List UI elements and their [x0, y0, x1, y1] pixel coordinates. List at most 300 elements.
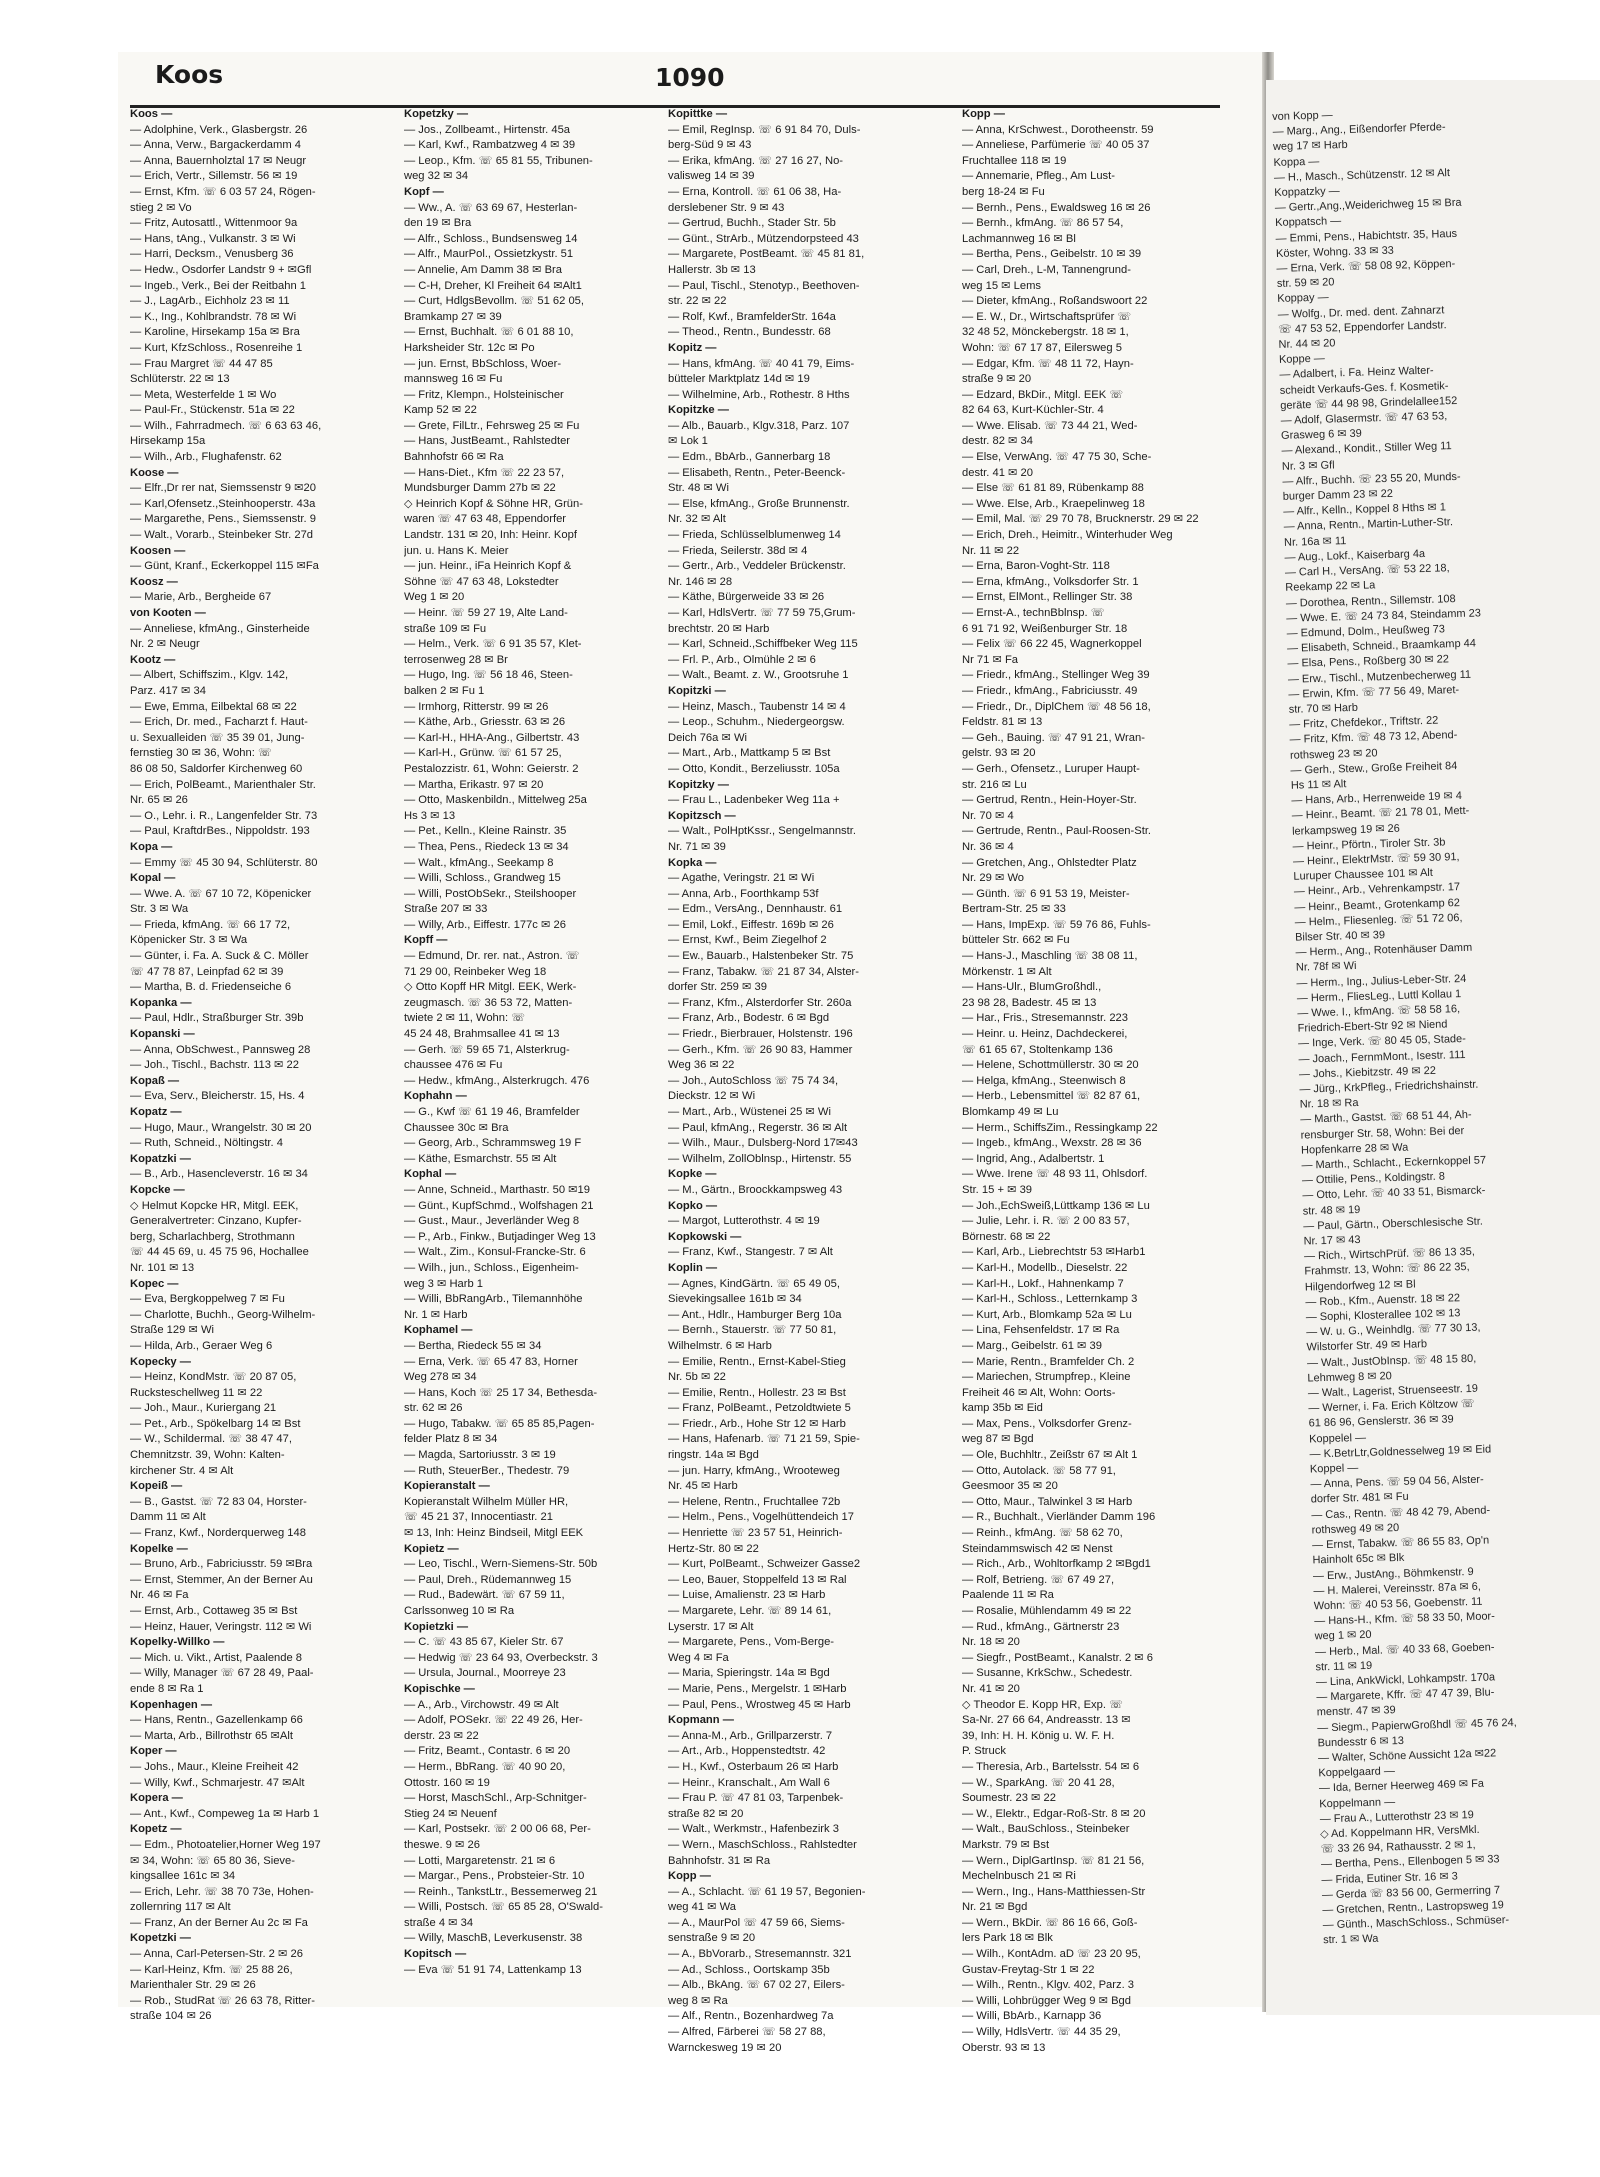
directory-entry: — Heinr., Beamt., Grotenkamp 62 — [1294, 896, 1461, 914]
directory-entry: — Pet., Arb., Spökelbarg 14 ✉ Bst — [130, 1417, 301, 1430]
directory-entry: straße 4 ✉ 34 — [404, 1916, 474, 1929]
directory-entry: — Franz, An der Berner Au 2c ✉ Fa — [130, 1916, 308, 1929]
surname-heading: Kopitsch — — [404, 1948, 467, 1961]
directory-entry: — Gertrud, Buchh., Stader Str. 5b — [668, 217, 836, 230]
directory-entry: Harksheider Str. 12c ✉ Po — [404, 341, 535, 354]
directory-entry: — Herm., FliesLeg., Luttl Kollau 1 — [1296, 987, 1462, 1005]
directory-entry: — Rolf, Kwf., BramfelderStr. 164a — [668, 310, 836, 323]
directory-entry: Grasweg 6 ✉ 39 — [1280, 427, 1363, 443]
directory-entry: ◇ Theodor E. Kopp HR, Exp. ☏ — [962, 1698, 1124, 1711]
directory-entry: theswe. 9 ✉ 26 — [404, 1838, 480, 1851]
directory-entry: Weg 36 ✉ 22 — [668, 1059, 735, 1072]
directory-entry: — Willy, MaschB, Leverkusenstr. 38 — [404, 1932, 583, 1945]
directory-entry: rothsweg 23 ✉ 20 — [1289, 746, 1378, 762]
directory-entry: weg 15 ✉ Lems — [962, 279, 1042, 292]
directory-entry: — Günt, Kranf., Eckerkoppel 115 ✉Fa — [130, 560, 319, 573]
directory-entry: — Fritz, Klempn., Holsteinischer — [404, 388, 564, 401]
entry-column-1 — [130, 107, 394, 2025]
directory-entry: — Erna, Kontroll. ☏ 61 06 38, Ha- — [668, 185, 842, 198]
surname-heading: Kopatz — — [130, 1106, 182, 1118]
directory-entry: weg 87 ✉ Bgd — [962, 1433, 1034, 1446]
directory-entry: menstr. 47 ✉ 39 — [1316, 1704, 1396, 1719]
directory-entry: — Elisabeth, Schneid., Braamkamp 44 — [1286, 637, 1477, 655]
directory-entry: — Anneliese, kfmAng., Ginsterheide — [130, 622, 310, 635]
directory-entry: Nr. 17 ✉ 43 — [1303, 1234, 1361, 1248]
directory-entry: ☏ 45 21 37, Innocentiastr. 21 — [404, 1511, 553, 1524]
directory-entry: — Edmund, Dolm., Heußweg 73 — [1286, 623, 1446, 640]
surname-heading: Koppel — — [1309, 1462, 1359, 1476]
directory-entry: — Johs., Kiebitzstr. 49 ✉ 22 — [1298, 1064, 1437, 1081]
directory-entry: — Anne, Schneid., Marthastr. 50 ✉19 — [404, 1183, 590, 1196]
surname-heading: Koplin — — [668, 1261, 718, 1274]
directory-entry: — Wern., Ing., Hans-Matthiessen-Str — [962, 1885, 1146, 1898]
directory-entry: destr. 82 ✉ 34 — [962, 435, 1033, 448]
directory-entry: — Walter, Schöne Aussicht 12a ✉22 — [1317, 1747, 1497, 1765]
directory-entry: — A., MaurPol ☏ 47 59 66, Siems- — [668, 1916, 845, 1929]
directory-entry: waren ☏ 47 63 48, Eppendorfer — [404, 513, 567, 526]
directory-entry: Nr. 78f ✉ Wi — [1295, 960, 1357, 975]
directory-entry: — Leop., Schuhm., Niedergeorgsw. — [668, 716, 845, 729]
directory-entry: — Bertha, Pens., Geibelstr. 10 ✉ 39 — [962, 248, 1142, 261]
page-number: 1090 — [655, 63, 725, 92]
directory-entry: — Kurt, PolBeamt., Schweizer Gasse2 — [668, 1558, 861, 1571]
directory-entry: — E. W., Dr., Wirtschaftsprüfer ☏ — [962, 310, 1132, 323]
directory-entry: Bertram-Str. 25 ✉ 33 — [962, 903, 1066, 916]
directory-entry: — Erich, PolBeamt., Marienthaler Str. — [130, 778, 316, 791]
surname-heading: Kopelky-Willko — — [130, 1636, 225, 1649]
directory-entry: — Bernh., kfmAng. ☏ 86 57 54, — [962, 217, 1124, 230]
directory-entry: — Julie, Lehr. i. R. ☏ 2 00 83 57, — [962, 1215, 1130, 1228]
directory-entry: scheidt Verkaufs-Ges. f. Kosmetik- — [1279, 379, 1449, 397]
surname-heading: Kopitzki — — [668, 684, 726, 697]
directory-entry: — Bernh., Pens., Ewaldsweg 16 ✉ 26 — [962, 201, 1151, 214]
directory-entry: — W., Schildermal. ☏ 38 47 47, — [130, 1433, 292, 1446]
directory-entry: ◇ Otto Kopff HR Mitgl. EEK, Werk- — [404, 981, 577, 994]
directory-entry: valisweg 14 ✉ 39 — [668, 170, 755, 183]
directory-entry: — Leo, Tischl., Wern-Siemens-Str. 50b — [404, 1558, 598, 1571]
directory-entry: — Albert, Schiffszim., Klgv. 142, — [130, 669, 289, 682]
surname-heading: Kopetzky — — [404, 108, 469, 120]
directory-entry: — Charlotte, Buchh., Georg-Wilhelm- — [130, 1308, 316, 1321]
directory-entry: weg 32 ✉ 34 — [404, 170, 469, 183]
directory-entry: — Geh., Bauing. ☏ 47 91 21, Wran- — [962, 731, 1145, 744]
directory-entry: — Gerh., Stew., Große Freiheit 84 — [1290, 759, 1458, 777]
directory-entry: berg-Süd 9 ✉ 43 — [668, 139, 752, 152]
directory-entry: — Fritz, Kfm. ☏ 48 73 12, Abend- — [1289, 729, 1458, 747]
directory-entry: Stieg 24 ✉ Neuenf — [404, 1807, 497, 1820]
directory-entry: Nr. 146 ✉ 28 — [668, 575, 733, 588]
directory-entry: jun. u. Hans K. Meier — [404, 544, 509, 557]
directory-entry: — Bernh., Stauerstr. ☏ 77 50 81, — [668, 1324, 837, 1337]
directory-entry: derstr. 23 ✉ 22 — [404, 1729, 479, 1742]
directory-entry: — Adolf, POSekr. ☏ 22 49 26, Her- — [404, 1714, 583, 1727]
directory-entry: — Joh.,EchSweiß,Lüttkamp 136 ✉ Lu — [962, 1199, 1150, 1212]
directory-entry: — Willi, BbArb., Karnapp 36 — [962, 2010, 1102, 2023]
directory-entry: — Edm., Photoatelier,Horner Weg 197 — [130, 1838, 321, 1851]
directory-entry: straße 82 ✉ 20 — [668, 1807, 744, 1820]
directory-entry: ◇ Ad. Koppelmann HR, VersMkl. — [1319, 1823, 1480, 1841]
directory-entry: — Lina, Fehsenfeldstr. 17 ✉ Ra — [962, 1324, 1120, 1337]
directory-entry: Parz. 417 ✉ 34 — [130, 684, 206, 697]
directory-entry: — Willy, Kwf., Schmarjestr. 47 ✉Alt — [130, 1776, 305, 1789]
surname-heading: Koppatzky — — [1274, 185, 1340, 199]
directory-entry: — K., Ing., Kohlbrandstr. 78 ✉ Wi — [130, 310, 297, 323]
directory-entry: — Wern., MaschSchloss., Rahlstedter — [668, 1838, 857, 1851]
directory-entry: Hilgendorfweg 12 ✉ Bl — [1304, 1278, 1416, 1294]
directory-entry: Freiheit 46 ✉ Alt, Wohn: Oorts- — [962, 1386, 1116, 1399]
directory-entry: — Lotti, Margaretenstr. 21 ✉ 6 — [404, 1854, 556, 1867]
directory-entry: — Heinr. u. Heinz, Dachdeckerei, — [962, 1028, 1128, 1041]
directory-entry: Paalende 11 ✉ Ra — [962, 1589, 1054, 1602]
directory-entry: — Ew., Bauarb., Halstenbeker Str. 75 — [668, 950, 854, 963]
directory-entry: — Joh., AutoSchloss ☏ 75 74 34, — [668, 1074, 839, 1087]
directory-entry: — Marta, Arb., Billrothstr 65 ✉Alt — [130, 1729, 293, 1742]
directory-entry: str. 62 ✉ 26 — [404, 1402, 463, 1415]
directory-entry: — Agnes, KindGärtn. ☏ 65 49 05, — [668, 1277, 840, 1290]
directory-entry: stieg 2 ✉ Vo — [130, 201, 192, 214]
directory-entry: — Ruth, SteuerBer., Thedestr. 79 — [404, 1464, 570, 1477]
directory-entry: — Erw., Tischl., Mutzenbecherweg 11 — [1287, 668, 1472, 686]
directory-entry: Landstr. 131 ✉ 20, Inh: Heinr. Kopf — [404, 529, 577, 542]
directory-entry: — Dieter, kfmAng., Roßandswoort 22 — [962, 295, 1148, 308]
surname-heading: Kopischke — — [404, 1682, 475, 1695]
directory-entry: — Gerh., Ofensetz., Luruper Haupt- — [962, 762, 1140, 775]
directory-entry: — Emmy ☏ 45 30 94, Schlüterstr. 80 — [130, 856, 318, 869]
directory-entry: — O., Lehr. i. R., Langenfelder Str. 73 — [130, 809, 318, 822]
directory-entry: — Grete, FilLtr., Fehrsweg 25 ✉ Fu — [404, 419, 580, 432]
directory-entry: zollernring 117 ✉ Alt — [130, 1901, 231, 1914]
directory-entry: Blomkamp 49 ✉ Lu — [962, 1106, 1059, 1118]
directory-entry: — Inge, Verk. ☏ 80 45 05, Stade- — [1297, 1033, 1467, 1051]
directory-entry: — Friedr., kfmAng., Fabriciusstr. 49 — [962, 684, 1138, 697]
directory-entry: — Herb., Lebensmittel ☏ 82 87 61, — [962, 1090, 1141, 1103]
directory-entry: — Else, VerwAng. ☏ 47 75 30, Sche- — [962, 451, 1152, 464]
surname-heading: Kopkowski — — [668, 1230, 742, 1243]
directory-entry: — Frau P. ☏ 47 81 03, Tarpenbek- — [668, 1792, 844, 1805]
directory-entry: u. Sexualleiden ☏ 35 39 01, Jung- — [130, 731, 305, 744]
directory-entry: — Wwe. A. ☏ 67 10 72, Köpenicker — [130, 887, 312, 900]
running-head: Koos — [155, 60, 224, 89]
surname-heading: Kopcke — — [130, 1183, 185, 1196]
directory-entry: — Rob., Kfm., Auenstr. 18 ✉ 22 — [1305, 1292, 1461, 1309]
directory-entry: — Edmund, Dr. rer. nat., Astron. ☏ — [404, 950, 580, 963]
directory-entry: — Erich, Dreh., Heimitr., Winterhuder Weg — [962, 529, 1173, 542]
directory-entry: — Helm., Fliesenleg. ☏ 51 72 06, — [1294, 911, 1463, 929]
directory-entry: — Emmi, Pens., Habichtstr. 35, Haus — [1275, 227, 1458, 245]
directory-entry: — Franz, Kfm., Alsterdorfer Str. 260a — [668, 996, 852, 1009]
directory-entry: Schlüterstr. 22 ✉ 13 — [130, 373, 230, 386]
directory-entry: — Heinr., Beamt. ☏ 21 78 01, Mett- — [1291, 805, 1470, 823]
directory-entry: — J., LagArb., Eichholz 23 ✉ 11 — [130, 295, 290, 308]
directory-entry: — Willy, Arb., Eiffestr. 177c ✉ 26 — [404, 918, 566, 931]
directory-entry: — Elisabeth, Rentn., Peter-Beenck- — [668, 466, 846, 479]
directory-entry: — Heinr., Arb., Vehrenkampstr. 17 — [1293, 881, 1461, 899]
directory-entry: — Frieda, kfmAng. ☏ 66 17 72, — [130, 918, 291, 931]
directory-entry: — Anna, Arb., Foorthkamp 53f — [668, 887, 819, 900]
directory-entry: — Karl, Kwf., Rambatzweg 4 ✉ 39 — [404, 139, 576, 152]
directory-entry: — Siegm., PapierwGroßhdl ☏ 45 76 24, — [1317, 1716, 1517, 1734]
directory-entry: Bramkamp 27 ✉ 39 — [404, 310, 502, 323]
directory-entry: — Karl-H., Lokf., Hahnenkamp 7 — [962, 1277, 1124, 1290]
directory-entry: — Magda, Sartoriusstr. 3 ✉ 19 — [404, 1449, 556, 1462]
directory-entry: — Ingeb., kfmAng., Wexstr. 28 ✉ 36 — [962, 1137, 1142, 1150]
directory-entry: — Wilh., jun., Schloss., Eigenheim- — [404, 1261, 579, 1274]
directory-entry: Friedrich-Ebert-Str 92 ✉ Niend — [1297, 1018, 1448, 1035]
directory-entry: Steindammswisch 42 ✉ Nenst — [962, 1542, 1113, 1555]
directory-entry: terrosenweg 28 ✉ Br — [404, 653, 508, 666]
directory-entry: — Fritz, Chefdekor., Triftstr. 22 — [1289, 714, 1439, 731]
directory-entry: — Paul, Hdlr., Straßburger Str. 39b — [130, 1012, 304, 1025]
directory-entry: — Rud., kfmAng., Gärtnerstr 23 — [962, 1620, 1120, 1633]
directory-entry: — Bertha, Riedeck 55 ✉ 34 — [404, 1339, 542, 1352]
directory-entry: — Karoline, Hirsekamp 15a ✉ Bra — [130, 326, 300, 339]
directory-entry: — Wolfg., Dr. med. dent. Zahnarzt — [1277, 303, 1445, 321]
directory-entry: zeugmasch. ☏ 36 53 72, Matten- — [404, 996, 573, 1009]
directory-entry: — Marie, Pens., Mergelstr. 1 ✉Harb — [668, 1682, 847, 1695]
directory-entry: Bundesstr 6 ✉ 13 — [1317, 1734, 1405, 1750]
directory-entry: — Felix ☏ 66 22 45, Wagnerkoppel — [962, 638, 1142, 651]
directory-entry: Markstr. 79 ✉ Bst — [962, 1838, 1050, 1851]
directory-entry: Hopfenkarre 28 ✉ Wa — [1300, 1141, 1409, 1157]
directory-entry: — Wilh., Maur., Dulsberg-Nord 17✉43 — [668, 1137, 858, 1150]
directory-entry: Rucksteschellweg 11 ✉ 22 — [130, 1386, 263, 1399]
directory-entry: — Walt., Lagerist, Struenseestr. 19 — [1307, 1382, 1479, 1400]
directory-entry: — Annelie, Am Damm 38 ✉ Bra — [404, 263, 562, 276]
directory-entry: Köpenicker Str. 3 ✉ Wa — [130, 934, 248, 947]
directory-entry: — Willi, PostObSekr., Steilshooper — [404, 887, 577, 900]
directory-entry: — Gertrude, Rentn., Paul-Roosen-Str. — [962, 825, 1152, 838]
directory-entry: balken 2 ✉ Fu 1 — [404, 684, 485, 697]
directory-entry: Mundsburger Damm 27b ✉ 22 — [404, 482, 556, 495]
directory-entry: — Kurt, Arb., Blomkamp 52a ✉ Lu — [962, 1308, 1132, 1321]
directory-entry: — Emilie, Rentn., Ernst-Kabel-Stieg — [668, 1355, 846, 1368]
directory-entry: Köster, Wohng. 33 ✉ 33 — [1275, 244, 1395, 260]
directory-entry: 86 08 50, Saldorfer Kirchenweg 60 — [130, 762, 303, 775]
directory-entry: — Walt., JustObInsp. ☏ 48 15 80, — [1306, 1352, 1477, 1370]
directory-entry: — Har., Fris., Stresemannstr. 223 — [962, 1012, 1129, 1025]
surname-heading: Kopietzki — — [404, 1620, 469, 1633]
directory-entry: — Gerh., Kfm. ☏ 26 90 83, Hammer — [668, 1043, 853, 1056]
directory-entry: Nr. 3 ✉ Gfl — [1281, 459, 1335, 473]
directory-entry: Str. 48 ✉ Wi — [668, 482, 729, 495]
directory-entry: — Walt., PolHptKssr., Sengelmannstr. — [668, 825, 856, 838]
directory-entry: — Joach., FernmMont., Isestr. 111 — [1298, 1048, 1466, 1066]
directory-entry: Wilhelmstr. 6 ✉ Harb — [668, 1339, 772, 1352]
directory-entry: — Margarete, Lehr. ☏ 89 14 61, — [668, 1605, 832, 1617]
directory-entry: ◇ Heinrich Kopf & Söhne HR, Grün- — [404, 497, 583, 510]
directory-entry: Weg 4 ✉ Fa — [668, 1651, 729, 1664]
directory-entry: — Walt., kfmAng., Seekamp 8 — [404, 856, 554, 869]
directory-entry: Wilstorfer Str. 49 ✉ Harb — [1306, 1338, 1428, 1354]
directory-entry: ☏ 61 65 67, Stoltenkamp 136 — [962, 1043, 1113, 1056]
directory-entry: — Ww., A. ☏ 63 69 67, Hesterlan- — [404, 201, 578, 214]
directory-entry: — Karl-H., Grünw. ☏ 61 57 25, — [404, 747, 562, 760]
directory-entry: senstraße 9 ✉ 20 — [668, 1932, 756, 1945]
directory-entry: — Sophi, Klosterallee 102 ✉ 13 — [1305, 1307, 1461, 1324]
directory-entry: — Werner, i. Fa. Erich Költzow ☏ — [1308, 1398, 1475, 1415]
directory-entry: 71 29 00, Reinbeker Weg 18 — [404, 965, 547, 978]
directory-entry: — Art., Arb., Hoppenstedtstr. 42 — [668, 1745, 826, 1758]
directory-entry: Carlssonweg 10 ✉ Ra — [404, 1605, 515, 1617]
directory-entry: — Rud., Badewärt. ☏ 67 59 11, — [404, 1589, 565, 1602]
directory-entry: — Leop., Kfm. ☏ 65 81 55, Tribunen- — [404, 154, 593, 167]
directory-entry: — Emil, Lokf., Eiffestr. 169b ✉ 26 — [668, 918, 834, 931]
directory-entry: — Gust., Maur., Jeverländer Weg 8 — [404, 1215, 580, 1228]
directory-entry: — Ursula, Journal., Moorreye 23 — [404, 1667, 566, 1680]
directory-entry: fernstieg 30 ✉ 36, Wohn: ☏ — [130, 747, 272, 760]
directory-entry: lerkampsweg 19 ✉ 26 — [1291, 822, 1400, 838]
directory-entry: Hainholt 65c ✉ Blk — [1312, 1552, 1405, 1567]
directory-entry: Sievekingsallee 161b ✉ 34 — [668, 1293, 802, 1306]
directory-entry: — Hans-H., Kfm. ☏ 58 33 50, Moor- — [1314, 1610, 1495, 1628]
directory-entry: 23 98 28, Badestr. 45 ✉ 13 — [962, 996, 1097, 1009]
directory-entry: Nr 71 ✉ Fa — [962, 653, 1019, 666]
directory-entry: — Erich, Vertr., Sillemstr. 56 ✉ 19 — [130, 170, 298, 183]
surname-heading: Kopecky — — [130, 1355, 191, 1368]
directory-entry: Hallerstr. 3b ✉ 13 — [668, 263, 756, 276]
entry-column-3 — [668, 107, 942, 2056]
directory-entry: — Curt, HdlgsBevollm. ☏ 51 62 05, — [404, 295, 585, 308]
directory-entry: — Marg., Ang., Eißendorfer Pferde- — [1272, 121, 1446, 139]
directory-entry: Nr. 70 ✉ 4 — [962, 809, 1014, 822]
next-page-fragment — [1266, 80, 1600, 2015]
directory-entry: — G., Kwf ☏ 61 19 46, Bramfelder — [404, 1106, 580, 1118]
directory-entry: — Frau A., Lutterothstr 23 ✉ 19 — [1319, 1808, 1474, 1826]
directory-entry: — Hugo, Tabakw. ☏ 65 85 85,Pagen- — [404, 1417, 595, 1430]
directory-entry: — Reinh., kfmAng. ☏ 58 62 70, — [962, 1527, 1123, 1540]
directory-entry: ringstr. 14a ✉ Bgd — [668, 1449, 759, 1462]
directory-entry: kirchener Str. 4 ✉ Alt — [130, 1464, 234, 1477]
directory-entry: — Eva ☏ 51 91 74, Lattenkamp 13 — [404, 1963, 582, 1976]
directory-entry: — Harri, Decksm., Venusberg 36 — [130, 248, 294, 261]
directory-entry: — Ernst, Kfm. ☏ 6 03 57 24, Rögen- — [130, 185, 316, 198]
directory-entry: — Wwe. E. ☏ 24 73 84, Steindamm 23 — [1286, 607, 1482, 625]
surname-heading: Koppa — — [1273, 155, 1320, 169]
directory-entry: — Franz, Kwf., Stangestr. 7 ✉ Alt — [668, 1246, 833, 1259]
directory-entry: Str. 3 ✉ Wa — [130, 903, 189, 916]
directory-entry: — W. u. G., Weinhdlg. ☏ 77 30 13, — [1305, 1321, 1481, 1339]
directory-entry: — Heinz, Masch., Taubenstr 14 ✉ 4 — [668, 700, 846, 713]
directory-entry: — Marth., Gastst. ☏ 68 51 44, Ah- — [1300, 1109, 1472, 1127]
directory-entry: — Jürg., KrkPfleg., Friedrichshainstr. — [1299, 1078, 1479, 1096]
surname-heading: Kopitzke — — [668, 404, 729, 417]
directory-entry: — Gerh. ☏ 59 65 71, Alsterkrug- — [404, 1043, 570, 1056]
directory-entry: — W., Elektr., Edgar-Roß-Str. 8 ✉ 20 — [962, 1807, 1146, 1820]
surname-heading: von Kooten — — [130, 607, 206, 619]
directory-entry: — Paul, Tischl., Stenotyp., Beethoven- — [668, 279, 860, 292]
directory-entry: brechtstr. 20 ✉ Harb — [668, 622, 770, 635]
surname-heading: Kopanka — — [130, 996, 192, 1009]
directory-entry: 39, Inh: H. H. König u. W. F. H. — [962, 1729, 1115, 1742]
directory-entry: — Franz, Kwf., Norderquerweg 148 — [130, 1527, 306, 1540]
directory-entry: Damm 11 ✉ Alt — [130, 1511, 206, 1524]
directory-entry: — Hans, kfmAng. ☏ 40 41 79, Eims- — [668, 357, 855, 370]
entry-column-4 — [962, 107, 1234, 2056]
surname-heading: Kopec — — [130, 1277, 179, 1290]
directory-entry: — Emilie, Rentn., Hollestr. 23 ✉ Bst — [668, 1386, 846, 1399]
directory-entry: straße 104 ✉ 26 — [130, 2010, 212, 2023]
directory-entry: — Maria, Spieringstr. 14a ✉ Bgd — [668, 1667, 830, 1680]
directory-entry: — Paul, Pens., Wrostweg 45 ✉ Harb — [668, 1698, 851, 1711]
directory-entry: — Hugo, Ing. ☏ 56 18 46, Steen- — [404, 669, 573, 682]
directory-entry: — Erna, Baron-Voght-Str. 118 — [962, 560, 1110, 573]
directory-entry: str. 216 ✉ Lu — [962, 778, 1027, 791]
directory-entry: — Anna, Bauernholztal 17 ✉ Neugr — [130, 154, 307, 167]
directory-entry: — Franz, Arb., Bodestr. 6 ✉ Bgd — [668, 1012, 830, 1025]
directory-entry: — Henriette ☏ 23 57 51, Heinrich- — [668, 1527, 843, 1540]
directory-entry: straße 109 ✉ Fu — [404, 622, 487, 635]
surname-heading: von Kopp — — [1272, 109, 1333, 123]
surname-heading: Kopetz — — [130, 1823, 182, 1836]
directory-entry: — Fritz, Autosattl., Wittenmoor 9a — [130, 217, 298, 230]
directory-entry: — Anna, Carl-Petersen-Str. 2 ✉ 26 — [130, 1948, 303, 1961]
directory-entry: — Wilhelmine, Arb., Rothestr. 8 Hths — [668, 388, 850, 401]
directory-entry: Nr. 5b ✉ 22 — [668, 1371, 726, 1384]
directory-entry: — Paul-Fr., Stückenstr. 51a ✉ 22 — [130, 404, 295, 417]
directory-entry: — Hans, Rentn., Gazellenkamp 66 — [130, 1714, 303, 1727]
directory-entry: — Horst, MaschSchl., Arp-Schnitger- — [404, 1792, 587, 1805]
surname-heading: Kophamel — — [404, 1324, 473, 1337]
directory-entry: — Theod., Rentn., Bundesstr. 68 — [668, 326, 831, 339]
directory-entry: — Herm., BbRang. ☏ 40 90 20, — [404, 1760, 566, 1773]
directory-entry: — Käthe, Esmarchstr. 55 ✉ Alt — [404, 1152, 557, 1165]
directory-entry: — Alb., Bauarb., Klgv.318, Parz. 107 — [668, 419, 850, 432]
directory-entry: Nr. 46 ✉ Fa — [130, 1589, 189, 1602]
directory-entry: Mechelnbusch 21 ✉ Ri — [962, 1870, 1076, 1883]
directory-entry: — Ingeb., Verk., Bei der Reitbahn 1 — [130, 279, 306, 292]
directory-entry: — Ingrid, Ang., Adalbertstr. 1 — [962, 1152, 1105, 1165]
directory-entry: — Wilh., Arb., Flughafenstr. 62 — [130, 451, 282, 464]
surname-heading: Kopenhagen — — [130, 1698, 213, 1711]
directory-entry: chaussee 476 ✉ Fu — [404, 1059, 503, 1072]
directory-entry: Feldstr. 81 ✉ 13 — [962, 716, 1043, 729]
directory-entry: Chaussee 30c ✉ Bra — [404, 1121, 509, 1134]
directory-entry: — Margarete, PostBeamt. ☏ 45 81 81, — [668, 248, 865, 261]
directory-entry: Soumestr. 23 ✉ 22 — [962, 1792, 1056, 1805]
directory-entry: Bahnhofstr 66 ✉ Ra — [404, 451, 504, 464]
directory-entry: — Franz, Tabakw. ☏ 21 87 34, Alster- — [668, 965, 860, 978]
directory-entry: Wohn: ☏ 67 17 87, Eilersweg 5 — [962, 341, 1122, 354]
directory-entry: — Cas., Rentn. ☏ 48 42 79, Abend- — [1311, 1504, 1491, 1522]
directory-entry: — Helene, Schottmüllerstr. 30 ✉ 20 — [962, 1059, 1139, 1072]
directory-entry: — Alfr., Kelln., Koppel 8 Hths ✉ 1 — [1283, 501, 1447, 519]
directory-entry: — Ida, Berner Heerweg 469 ✉ Fa — [1318, 1778, 1485, 1795]
directory-entry: — Erich, Lehr. ☏ 38 70 73e, Hohen- — [130, 1885, 314, 1898]
surname-heading: Koosz — — [130, 575, 178, 588]
directory-entry: — Otto, Maur., Talwinkel 3 ✉ Harb — [962, 1495, 1133, 1508]
surname-heading: Koper — — [130, 1745, 177, 1758]
directory-entry: Generalvertreter: Cinzano, Kupfer- — [130, 1215, 302, 1228]
directory-entry: berg, Scharlachberg, Strothmann — [130, 1230, 295, 1243]
directory-entry: — Hans-Diet., Kfm ☏ 22 23 57, — [404, 466, 565, 479]
directory-entry: — Alf., Rentn., Bozenhardweg 7a — [668, 2010, 834, 2023]
directory-entry: Nr. 2 ✉ Neugr — [130, 638, 200, 651]
directory-entry: — Walt., BauSchloss., Steinbeker — [962, 1823, 1130, 1836]
directory-entry: — W., SparkAng. ☏ 20 41 28, — [962, 1776, 1115, 1789]
directory-entry: — Willi, BbRangArb., Tilemannhöhe — [404, 1293, 583, 1306]
directory-entry: — Anna, ObSchwest., Pannsweg 28 — [130, 1043, 311, 1056]
directory-entry: — Günter, i. Fa. A. Suck & C. Möller — [130, 950, 309, 963]
directory-entry: geräte ☏ 44 98 98, Grindelallee152 — [1280, 394, 1458, 412]
directory-entry: — Siegfr., PostBeamt., Kanalstr. 2 ✉ 6 — [962, 1651, 1153, 1664]
directory-entry: — Frau L., Ladenbeker Weg 11a + — [668, 794, 840, 807]
directory-entry: — Wilh., Rentn., Klgv. 402, Parz. 3 — [962, 1979, 1135, 1992]
directory-entry: 61 86 96, Genslerstr. 36 ✉ 39 — [1308, 1413, 1454, 1430]
directory-entry: Nr. 65 ✉ 26 — [130, 794, 188, 807]
directory-entry: — K.BetrLtr,Goldnesselweg 19 ✉ Eid — [1309, 1443, 1492, 1461]
directory-entry: dorfer Str. 259 ✉ 39 — [668, 981, 767, 994]
directory-entry: — C-H, Dreher, Kl Freiheit 64 ✉Alt1 — [404, 279, 582, 292]
